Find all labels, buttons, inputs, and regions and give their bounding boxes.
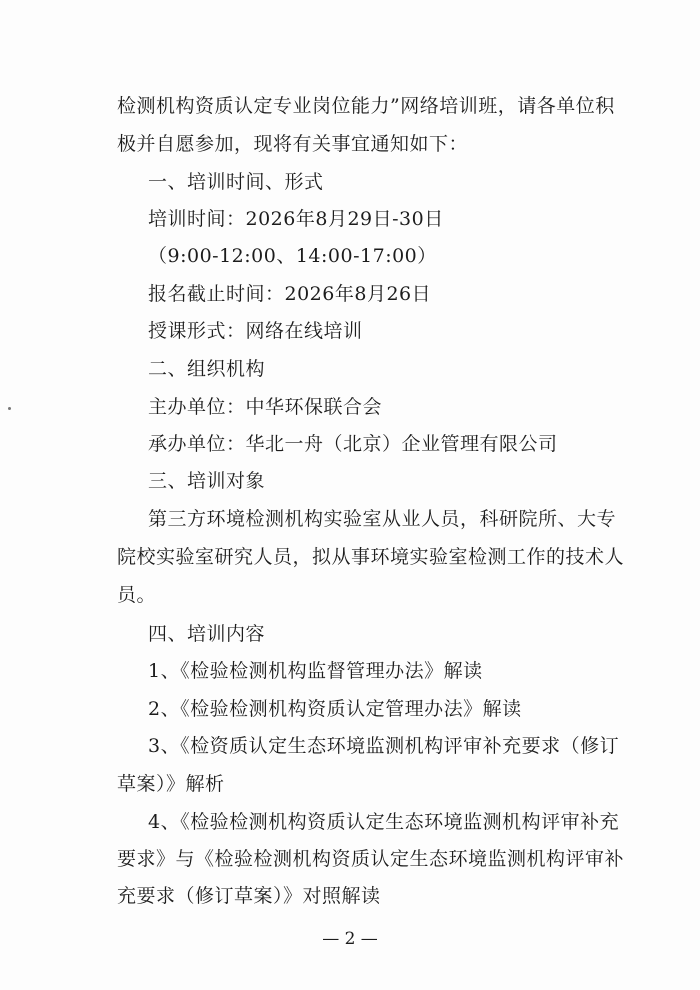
list-item-continuation: 充要求（修订草案）》对照解读: [117, 885, 381, 907]
body-line: 授课形式：网络在线培训: [148, 320, 363, 342]
list-item-continuation: 要求》与《检验检测机构资质认定生态环境监测机构评审补: [117, 848, 625, 870]
page-number: — 2 —: [322, 929, 378, 949]
body-line: 检测机构资质认定专业岗位能力”网络培训班，请各单位积: [117, 95, 615, 117]
body-line: 主办单位：中华环保联合会: [148, 396, 383, 418]
list-item-continuation: 草案）》解析: [117, 773, 225, 795]
list-item: 3、《检资质认定生态环境监测机构评审补充要求（修订: [148, 735, 620, 757]
scan-speck: [8, 407, 11, 410]
section-heading: 三、培训对象: [148, 470, 266, 492]
list-item: 2、《检验检测机构资质认定管理办法》解读: [148, 698, 522, 720]
body-line: 第三方环境检测机构实验室从业人员，科研院所、大专: [148, 508, 617, 530]
list-item: 1、《检验检测机构监督管理办法》解读: [148, 660, 483, 682]
body-line: 培训时间：2026年8月29日-30日: [148, 208, 444, 230]
body-line: 极并自愿参加，现将有关事宜通知如下：: [117, 133, 469, 155]
section-heading: 二、组织机构: [148, 358, 266, 380]
body-line: 员。: [117, 584, 157, 606]
body-line: 承办单位：华北一舟（北京）企业管理有限公司: [148, 433, 558, 455]
section-heading: 四、培训内容: [148, 623, 266, 645]
body-line: 院校实验室研究人员，拟从事环境实验室检测工作的技术人: [117, 546, 625, 568]
body-line: （9:00-12:00、14:00-17:00）: [148, 245, 437, 267]
list-item: 4、《检验检测机构资质认定生态环境监测机构评审补充: [148, 811, 620, 833]
section-heading: 一、培训时间、形式: [148, 171, 324, 193]
body-line: 报名截止时间：2026年8月26日: [148, 283, 432, 305]
